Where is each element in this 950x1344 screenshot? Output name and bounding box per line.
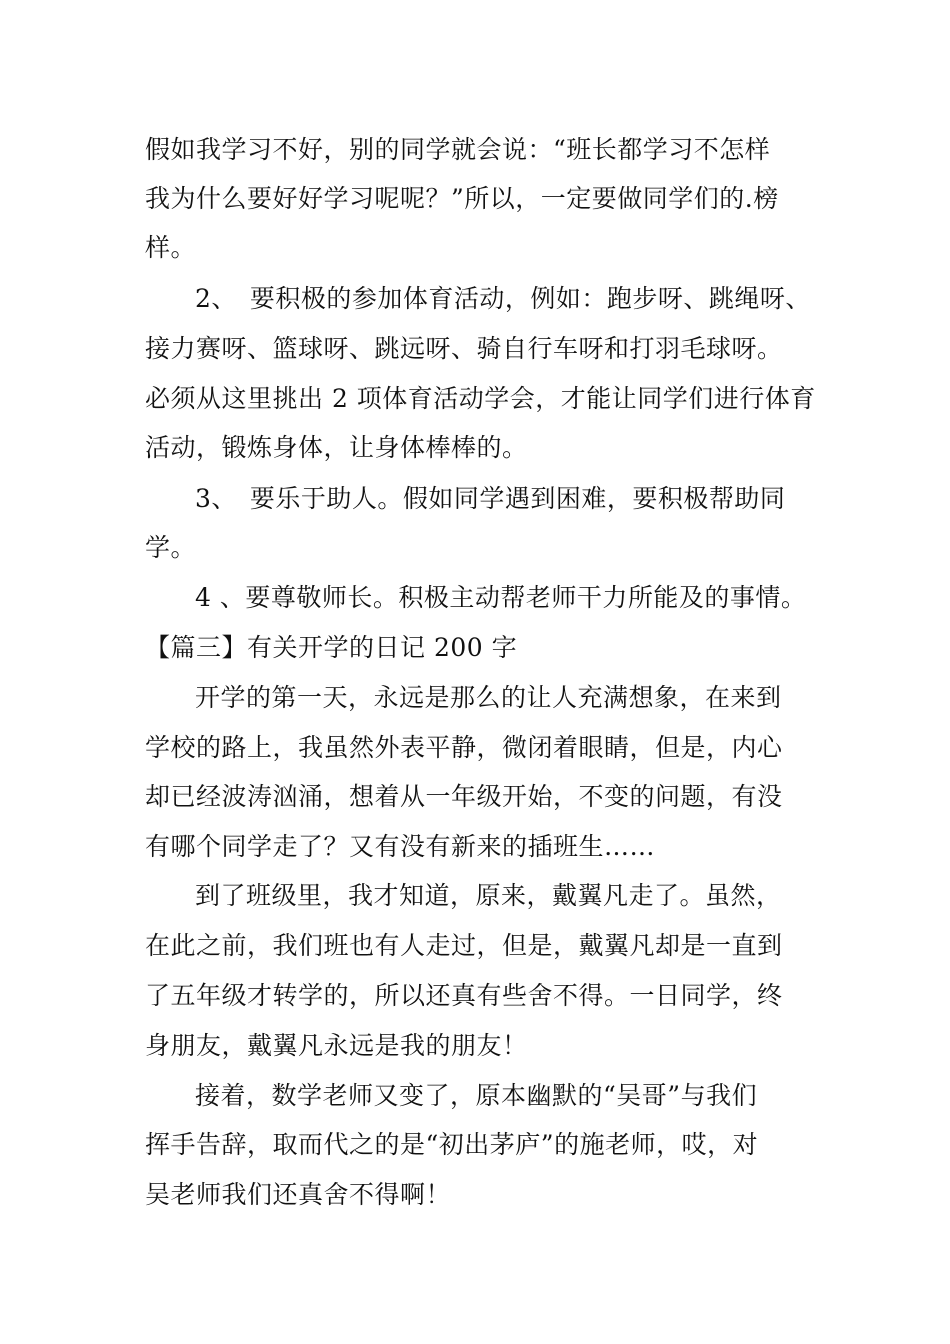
paragraph-line: 2、 要积极的参加体育活动，例如：跑步呀、跳绳呀、 (195, 284, 811, 313)
paragraph-line: 挥手告辞，取而代之的是“初出茅庐”的施老师，哎，对 (145, 1130, 759, 1159)
paragraph-line: 在此之前，我们班也有人走过，但是，戴翼凡却是一直到 (145, 931, 783, 960)
paragraph-line: 接着，数学老师又变了，原本幽默的“吴哥”与我们 (195, 1081, 758, 1110)
paragraph-line: 必须从这里挑出 2 项体育活动学会，才能让同学们进行体育 (145, 384, 816, 413)
paragraph-line: 3、 要乐于助人。假如同学遇到困难，要积极帮助同 (195, 484, 786, 513)
paragraph-line: 身朋友，戴翼凡永远是我的朋友！ (145, 1031, 528, 1060)
paragraph-line: 4 、要尊敬师长。积极主动帮老师干力所能及的事情。 (195, 583, 807, 612)
section-heading: 【篇三】有关开学的日记 200 字 (145, 633, 518, 662)
paragraph-line: 了五年级才转学的，所以还真有些舍不得。一日同学，终 (145, 981, 783, 1010)
paragraph-line: 接力赛呀、篮球呀、跳远呀、骑自行车呀和打羽毛球呀。 (145, 334, 783, 363)
paragraph-line: 学校的路上，我虽然外表平静，微闭着眼睛，但是，内心 (145, 733, 783, 762)
paragraph-line: 到了班级里，我才知道，原来，戴翼凡走了。虽然， (195, 881, 782, 910)
paragraph-line: 学。 (145, 533, 197, 562)
paragraph-line: 假如我学习不好，别的同学就会说：“班长都学习不怎样 (145, 135, 771, 164)
paragraph-line: 我为什么要好好学习呢呢？”所以，一定要做同学们的.榜 (145, 184, 779, 213)
paragraph-line: 开学的第一天，永远是那么的让人充满想象，在来到 (195, 683, 782, 712)
paragraph-line: 有哪个同学走了？又有没有新来的插班生…… (145, 832, 656, 861)
paragraph-line: 样。 (145, 233, 197, 262)
paragraph-line: 却已经波涛汹涌，想着从一年级开始，不变的问题，有没 (145, 782, 783, 811)
paragraph-line: 吴老师我们还真舍不得啊！ (145, 1180, 452, 1209)
paragraph-line: 活动，锻炼身体，让身体棒棒的。 (145, 433, 528, 462)
